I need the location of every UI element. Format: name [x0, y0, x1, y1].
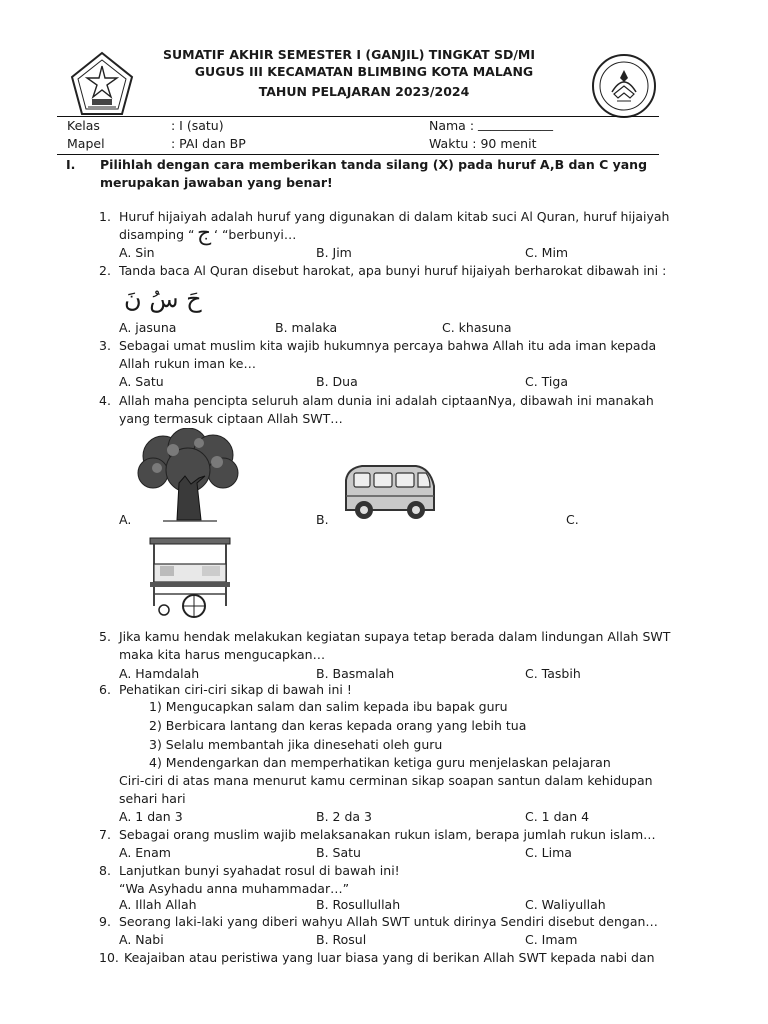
option-c[interactable]: C. Lima [525, 845, 572, 860]
question-number: 5. [99, 629, 111, 644]
kelas-value: : I (satu) [171, 118, 224, 133]
sub-item: 4) Mendengarkan dan memperhatikan ketiga guru menjelaskan pelajaran [149, 755, 611, 770]
sub-item: 1) Mengucapkan salam dan salim kepada ibu bapak guru [149, 699, 508, 714]
option-a[interactable]: A. Enam [119, 845, 171, 860]
option-b[interactable]: B. Jim [316, 245, 352, 260]
question-text: maka kita harus mengucapkan… [119, 647, 326, 662]
option-b[interactable]: B. Rosul [316, 932, 367, 947]
mapel-label: Mapel [67, 136, 105, 151]
question-number: 7. [99, 827, 111, 842]
option-a[interactable]: A. Hamdalah [119, 666, 200, 681]
option-a[interactable]: A. Nabi [119, 932, 164, 947]
car-image[interactable] [330, 438, 440, 526]
section-instruction-line2: merupakan jawaban yang benar! [100, 175, 333, 190]
question-text: Huruf hijaiyah adalah huruf yang digunakan di dalam kitab suci Al Quran, huruf hijaiyah [119, 209, 670, 224]
food-cart-image[interactable] [144, 536, 236, 620]
mapel-value: : PAI dan BP [171, 136, 246, 151]
question-text: Sebagai umat muslim kita wajib hukumnya percaya bahwa Allah itu ada iman kepada [119, 338, 657, 353]
question-text: Jika kamu hendak melakukan kegiatan supaya tetap berada dalam lindungan Allah SWT [119, 629, 671, 644]
question-text: Tanda baca Al Quran disebut harokat, apa bunyi huruf hijaiyah berharokat dibawah ini : [119, 263, 667, 278]
option-c[interactable]: C. 1 dan 4 [525, 809, 590, 824]
kelas-label: Kelas [67, 118, 100, 133]
question-text: Allah maha pencipta seluruh alam dunia ini adalah ciptaanNya, dibawah ini manakah [119, 393, 654, 408]
question-number: 2. [99, 263, 111, 278]
option-a[interactable]: A. Illah Allah [119, 897, 197, 912]
option-b[interactable]: B. Dua [316, 374, 358, 389]
option-a[interactable]: A. Sin [119, 245, 155, 260]
question-text: Sebagai orang muslim wajib melaksanakan rukun islam, berapa jumlah rukun islam… [119, 827, 656, 842]
question-text: disamping “ [119, 227, 195, 242]
question-number: 10. [99, 950, 119, 965]
question-text: Pehatikan ciri-ciri sikap di bawah ini ! [119, 682, 352, 697]
question-text: Keajaiban atau peristiwa yang luar biasa yang di berikan Allah SWT kepada nabi dan [124, 950, 655, 965]
option-a[interactable]: A. Satu [119, 374, 164, 389]
question-text: “Wa Asyhadu anna muhammadar…” [119, 881, 350, 896]
question-text: Allah rukun iman ke… [119, 356, 256, 371]
section-number: I. [66, 157, 76, 172]
question-number: 1. [99, 209, 111, 224]
question-text: ‘ “berbunyi… [214, 227, 297, 242]
option-b[interactable]: B. [316, 512, 329, 527]
header-year: TAHUN PELAJARAN 2023/2024 [258, 84, 470, 99]
option-b[interactable]: B. Satu [316, 845, 361, 860]
header-subtitle: GUGUS III KECAMATAN BLIMBING KOTA MALANG [194, 64, 534, 79]
nama-label: Nama : [429, 118, 475, 133]
question-text: Ciri-ciri di atas mana menurut kamu cerminan sikap soapan santun dalam kehidupan [119, 773, 653, 788]
question-text: Lanjutkan bunyi syahadat rosul di bawah ini! [119, 863, 400, 878]
sub-item: 2) Berbicara lantang dan keras kepada orang yang lebih tua [149, 718, 527, 733]
section-instruction-line1: Pilihlah dengan cara memberikan tanda silang (X) pada huruf A,B dan C yang [100, 157, 648, 172]
option-a[interactable]: A. 1 dan 3 [119, 809, 183, 824]
tree-image[interactable] [133, 428, 243, 526]
option-b[interactable]: B. 2 da 3 [316, 809, 372, 824]
question-text: sehari hari [119, 791, 186, 806]
option-c[interactable]: C. Tasbih [525, 666, 581, 681]
option-c[interactable]: C. [566, 512, 579, 527]
question-number: 3. [99, 338, 111, 353]
option-c[interactable]: C. khasuna [442, 320, 512, 335]
waktu-label: Waktu : 90 menit [429, 136, 537, 151]
question-number: 4. [99, 393, 111, 408]
option-c[interactable]: C. Tiga [525, 374, 568, 389]
header-rule-top [57, 116, 659, 117]
arabic-letter: ج [197, 221, 212, 246]
option-b[interactable]: B. Basmalah [316, 666, 395, 681]
option-a[interactable]: A. jasuna [119, 320, 177, 335]
question-number: 6. [99, 682, 111, 697]
nama-field[interactable]: ____________ [478, 116, 553, 131]
question-text: yang termasuk ciptaan Allah SWT… [119, 411, 343, 426]
sub-item: 3) Selalu membantah jika dinesehati oleh guru [149, 737, 443, 752]
header-title: SUMATIF AKHIR SEMESTER I (GANJIL) TINGKAT SD/MI [162, 47, 536, 62]
option-a[interactable]: A. [119, 512, 132, 527]
arabic-harokat-word: حَ سُ نَ [124, 285, 202, 313]
question-text: Seorang laki-laki yang diberi wahyu Allah SWT untuk dirinya Sendiri disebut dengan… [119, 914, 658, 929]
option-b[interactable]: B. Rosullullah [316, 897, 401, 912]
option-c[interactable]: C. Mim [525, 245, 569, 260]
question-number: 8. [99, 863, 111, 878]
header-rule-bottom [57, 154, 659, 155]
option-c[interactable]: C. Imam [525, 932, 578, 947]
option-b[interactable]: B. malaka [275, 320, 338, 335]
option-c[interactable]: C. Waliyullah [525, 897, 606, 912]
question-number: 9. [99, 914, 111, 929]
